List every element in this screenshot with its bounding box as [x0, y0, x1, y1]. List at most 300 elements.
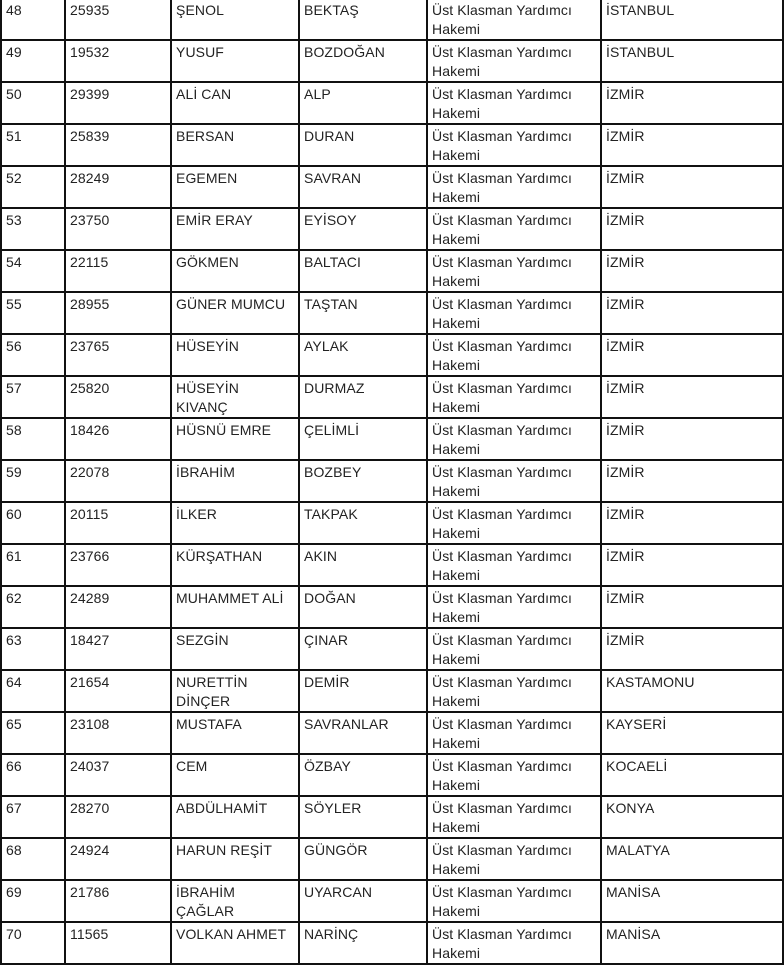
row-number-text: 70: [6, 926, 22, 942]
row-number-cell: [1, 754, 65, 796]
classification-cell: [427, 418, 601, 460]
city-cell: [601, 544, 783, 586]
table-row: [1, 0, 783, 40]
city-cell: [601, 82, 783, 124]
first-name-text: HÜSNÜ EMRE: [176, 422, 272, 438]
table-row: [1, 208, 783, 250]
city-text: KASTAMONU: [606, 674, 695, 690]
license-number-text: 28955: [70, 296, 110, 312]
table-row: [1, 922, 783, 964]
row-number-text: 51: [6, 128, 22, 144]
classification-cell: [427, 166, 601, 208]
license-number-text: 21786: [70, 884, 110, 900]
last-name-text: AYLAK: [304, 338, 349, 354]
classification-cell: [427, 292, 601, 334]
city-cell: [601, 922, 783, 964]
license-number-cell: [65, 544, 171, 586]
row-number-cell: [1, 544, 65, 586]
last-name-cell: [299, 208, 427, 250]
city-text: İSTANBUL: [606, 2, 675, 18]
city-text: İZMİR: [606, 86, 645, 102]
city-text: MALATYA: [606, 842, 670, 858]
row-number-cell: [1, 0, 65, 40]
city-cell: [601, 628, 783, 670]
table-row: [1, 880, 783, 922]
city-text: İZMİR: [606, 548, 645, 564]
last-name-cell: [299, 628, 427, 670]
last-name-cell: [299, 502, 427, 544]
first-name-cell: [171, 880, 299, 922]
license-number-text: 28270: [70, 800, 110, 816]
row-number-cell: [1, 208, 65, 250]
license-number-text: 25839: [70, 128, 110, 144]
row-number-cell: [1, 250, 65, 292]
classification-text: Üst Klasman Yardımcı Hakemi: [432, 212, 572, 247]
city-cell: [601, 166, 783, 208]
last-name-cell: [299, 754, 427, 796]
first-name-cell: [171, 460, 299, 502]
last-name-cell: [299, 334, 427, 376]
classification-text: Üst Klasman Yardımcı Hakemi: [432, 674, 572, 709]
last-name-cell: [299, 838, 427, 880]
table-row: [1, 712, 783, 754]
row-number-text: 55: [6, 296, 22, 312]
first-name-cell: [171, 334, 299, 376]
license-number-cell: [65, 250, 171, 292]
first-name-cell: [171, 208, 299, 250]
license-number-cell: [65, 586, 171, 628]
first-name-text: EGEMEN: [176, 170, 238, 186]
row-number-text: 67: [6, 800, 22, 816]
classification-text: Üst Klasman Yardımcı Hakemi: [432, 590, 572, 625]
row-number-text: 62: [6, 590, 22, 606]
classification-cell: [427, 544, 601, 586]
license-number-text: 24924: [70, 842, 110, 858]
last-name-text: ÇELİMLİ: [304, 422, 360, 438]
table-row: [1, 502, 783, 544]
city-text: İZMİR: [606, 254, 645, 270]
license-number-text: 28249: [70, 170, 110, 186]
license-number-cell: [65, 124, 171, 166]
classification-text: Üst Klasman Yardımcı Hakemi: [432, 800, 572, 835]
row-number-cell: [1, 124, 65, 166]
first-name-text: HÜSEYİN: [176, 338, 239, 354]
last-name-cell: [299, 544, 427, 586]
row-number-text: 66: [6, 758, 22, 774]
license-number-cell: [65, 838, 171, 880]
first-name-text: EMİR ERAY: [176, 212, 253, 228]
classification-cell: [427, 838, 601, 880]
city-text: KOCAELİ: [606, 758, 668, 774]
city-cell: [601, 502, 783, 544]
first-name-text: ALİ CAN: [176, 86, 232, 102]
city-cell: [601, 0, 783, 40]
city-text: İZMİR: [606, 170, 645, 186]
classification-text: Üst Klasman Yardımcı Hakemi: [432, 506, 572, 541]
last-name-cell: [299, 40, 427, 82]
classification-text: Üst Klasman Yardımcı Hakemi: [432, 86, 572, 121]
last-name-text: SÖYLER: [304, 800, 362, 816]
license-number-cell: [65, 670, 171, 712]
last-name-text: ÖZBAY: [304, 758, 351, 774]
city-cell: [601, 586, 783, 628]
city-cell: [601, 292, 783, 334]
classification-text: Üst Klasman Yardımcı Hakemi: [432, 758, 572, 793]
classification-text: Üst Klasman Yardımcı Hakemi: [432, 464, 572, 499]
last-name-text: BALTACI: [304, 254, 361, 270]
first-name-text: GÜNER MUMCU: [176, 296, 286, 312]
classification-cell: [427, 754, 601, 796]
license-number-cell: [65, 208, 171, 250]
license-number-text: 23750: [70, 212, 110, 228]
classification-text: Üst Klasman Yardımcı Hakemi: [432, 842, 572, 877]
row-number-text: 56: [6, 338, 22, 354]
row-number-cell: [1, 922, 65, 964]
last-name-cell: [299, 166, 427, 208]
row-number-text: 68: [6, 842, 22, 858]
classification-text: Üst Klasman Yardımcı Hakemi: [432, 422, 572, 457]
classification-text: Üst Klasman Yardımcı Hakemi: [432, 296, 572, 331]
last-name-text: NARİNÇ: [304, 926, 359, 942]
first-name-text: HARUN REŞİT: [176, 842, 272, 858]
classification-cell: [427, 124, 601, 166]
last-name-cell: [299, 82, 427, 124]
last-name-text: BOZDOĞAN: [304, 44, 385, 60]
classification-text: Üst Klasman Yardımcı Hakemi: [432, 632, 572, 667]
city-text: İZMİR: [606, 464, 645, 480]
classification-cell: [427, 208, 601, 250]
classification-cell: [427, 250, 601, 292]
city-cell: [601, 712, 783, 754]
license-number-text: 19532: [70, 44, 110, 60]
row-number-cell: [1, 670, 65, 712]
row-number-text: 58: [6, 422, 22, 438]
classification-cell: [427, 796, 601, 838]
first-name-text: NURETTİN DİNÇER: [176, 674, 248, 709]
last-name-text: EYİSOY: [304, 212, 357, 228]
city-cell: [601, 376, 783, 418]
row-number-cell: [1, 628, 65, 670]
classification-text: Üst Klasman Yardımcı Hakemi: [432, 2, 572, 37]
city-cell: [601, 796, 783, 838]
city-cell: [601, 670, 783, 712]
first-name-text: KÜRŞATHAN: [176, 548, 263, 564]
license-number-cell: [65, 418, 171, 460]
license-number-cell: [65, 40, 171, 82]
classification-text: Üst Klasman Yardımcı Hakemi: [432, 338, 572, 373]
first-name-cell: [171, 250, 299, 292]
first-name-text: İBRAHİM ÇAĞLAR: [176, 884, 236, 919]
last-name-cell: [299, 376, 427, 418]
first-name-cell: [171, 124, 299, 166]
last-name-cell: [299, 796, 427, 838]
last-name-text: DOĞAN: [304, 590, 356, 606]
row-number-cell: [1, 796, 65, 838]
last-name-text: TAŞTAN: [304, 296, 358, 312]
license-number-cell: [65, 0, 171, 40]
first-name-text: İLKER: [176, 506, 217, 522]
last-name-text: UYARCAN: [304, 884, 373, 900]
license-number-text: 22078: [70, 464, 110, 480]
last-name-cell: [299, 922, 427, 964]
row-number-cell: [1, 334, 65, 376]
table-row: [1, 40, 783, 82]
row-number-cell: [1, 838, 65, 880]
license-number-text: 20115: [70, 506, 109, 522]
row-number-text: 57: [6, 380, 22, 396]
last-name-text: BOZBEY: [304, 464, 362, 480]
first-name-cell: [171, 628, 299, 670]
first-name-cell: [171, 712, 299, 754]
first-name-cell: [171, 796, 299, 838]
last-name-text: DEMİR: [304, 674, 350, 690]
classification-cell: [427, 712, 601, 754]
first-name-cell: [171, 544, 299, 586]
last-name-text: ÇINAR: [304, 632, 349, 648]
license-number-cell: [65, 376, 171, 418]
classification-text: Üst Klasman Yardımcı Hakemi: [432, 926, 572, 961]
classification-text: Üst Klasman Yardımcı Hakemi: [432, 170, 572, 205]
license-number-cell: [65, 82, 171, 124]
city-cell: [601, 838, 783, 880]
first-name-cell: [171, 922, 299, 964]
license-number-text: 18427: [70, 632, 110, 648]
row-number-text: 52: [6, 170, 22, 186]
last-name-text: SAVRANLAR: [304, 716, 389, 732]
license-number-text: 23765: [70, 338, 110, 354]
license-number-cell: [65, 502, 171, 544]
first-name-text: HÜSEYİN KIVANÇ: [176, 380, 239, 415]
classification-cell: [427, 880, 601, 922]
row-number-text: 63: [6, 632, 22, 648]
license-number-cell: [65, 334, 171, 376]
last-name-cell: [299, 250, 427, 292]
row-number-text: 64: [6, 674, 22, 690]
table-row: [1, 334, 783, 376]
row-number-text: 69: [6, 884, 22, 900]
row-number-text: 50: [6, 86, 22, 102]
table-row: [1, 670, 783, 712]
first-name-cell: [171, 586, 299, 628]
license-number-cell: [65, 922, 171, 964]
table-row: [1, 460, 783, 502]
city-text: İSTANBUL: [606, 44, 675, 60]
classification-text: Üst Klasman Yardımcı Hakemi: [432, 548, 572, 583]
first-name-text: GÖKMEN: [176, 254, 239, 270]
classification-cell: [427, 628, 601, 670]
first-name-text: İBRAHİM: [176, 464, 236, 480]
license-number-cell: [65, 460, 171, 502]
classification-cell: [427, 376, 601, 418]
row-number-cell: [1, 40, 65, 82]
first-name-cell: [171, 166, 299, 208]
row-number-cell: [1, 586, 65, 628]
license-number-cell: [65, 754, 171, 796]
city-text: İZMİR: [606, 632, 645, 648]
license-number-cell: [65, 292, 171, 334]
table-row: [1, 250, 783, 292]
row-number-cell: [1, 166, 65, 208]
classification-cell: [427, 334, 601, 376]
row-number-text: 53: [6, 212, 22, 228]
table-row: [1, 586, 783, 628]
city-cell: [601, 754, 783, 796]
city-cell: [601, 208, 783, 250]
row-number-cell: [1, 880, 65, 922]
table-row: [1, 166, 783, 208]
last-name-cell: [299, 670, 427, 712]
license-number-text: 25820: [70, 380, 110, 396]
first-name-cell: [171, 838, 299, 880]
license-number-text: 22115: [70, 254, 109, 270]
classification-text: Üst Klasman Yardımcı Hakemi: [432, 254, 572, 289]
first-name-text: SEZGİN: [176, 632, 229, 648]
last-name-cell: [299, 712, 427, 754]
table-row: [1, 754, 783, 796]
first-name-text: BERSAN: [176, 128, 235, 144]
city-cell: [601, 880, 783, 922]
row-number-text: 60: [6, 506, 22, 522]
classification-text: Üst Klasman Yardımcı Hakemi: [432, 380, 572, 415]
classification-text: Üst Klasman Yardımcı Hakemi: [432, 716, 572, 751]
last-name-cell: [299, 124, 427, 166]
license-number-text: 21654: [70, 674, 110, 690]
license-number-cell: [65, 880, 171, 922]
license-number-text: 29399: [70, 86, 110, 102]
referee-table-body: [1, 0, 783, 964]
table-row: [1, 292, 783, 334]
first-name-cell: [171, 0, 299, 40]
city-cell: [601, 124, 783, 166]
row-number-cell: [1, 502, 65, 544]
row-number-cell: [1, 712, 65, 754]
last-name-text: DURAN: [304, 128, 355, 144]
table-row: [1, 418, 783, 460]
city-cell: [601, 460, 783, 502]
last-name-text: DURMAZ: [304, 380, 365, 396]
city-text: MANİSA: [606, 884, 661, 900]
license-number-text: 24289: [70, 590, 110, 606]
city-text: İZMİR: [606, 338, 645, 354]
license-number-cell: [65, 166, 171, 208]
row-number-cell: [1, 376, 65, 418]
license-number-text: 25935: [70, 2, 110, 18]
first-name-cell: [171, 502, 299, 544]
first-name-text: ABDÜLHAMİT: [176, 800, 268, 816]
first-name-cell: [171, 418, 299, 460]
city-cell: [601, 418, 783, 460]
city-text: İZMİR: [606, 296, 645, 312]
city-text: İZMİR: [606, 212, 645, 228]
first-name-text: CEM: [176, 758, 208, 774]
table-row: [1, 838, 783, 880]
classification-text: Üst Klasman Yardımcı Hakemi: [432, 884, 572, 919]
table-row: [1, 544, 783, 586]
first-name-text: MUSTAFA: [176, 716, 242, 732]
classification-text: Üst Klasman Yardımcı Hakemi: [432, 128, 572, 163]
city-text: KAYSERİ: [606, 716, 667, 732]
row-number-cell: [1, 82, 65, 124]
classification-cell: [427, 40, 601, 82]
license-number-text: 24037: [70, 758, 110, 774]
last-name-cell: [299, 0, 427, 40]
city-text: MANİSA: [606, 926, 661, 942]
last-name-text: BEKTAŞ: [304, 2, 359, 18]
classification-cell: [427, 670, 601, 712]
row-number-cell: [1, 418, 65, 460]
row-number-cell: [1, 292, 65, 334]
classification-cell: [427, 82, 601, 124]
first-name-cell: [171, 376, 299, 418]
license-number-text: 11565: [70, 926, 109, 942]
first-name-cell: [171, 754, 299, 796]
city-text: İZMİR: [606, 506, 645, 522]
license-number-cell: [65, 628, 171, 670]
table-row: [1, 796, 783, 838]
table-row: [1, 124, 783, 166]
last-name-text: TAKPAK: [304, 506, 358, 522]
city-text: İZMİR: [606, 380, 645, 396]
license-number-cell: [65, 796, 171, 838]
last-name-cell: [299, 418, 427, 460]
last-name-text: GÜNGÖR: [304, 842, 368, 858]
row-number-cell: [1, 460, 65, 502]
first-name-text: VOLKAN AHMET: [176, 926, 287, 942]
last-name-cell: [299, 460, 427, 502]
city-cell: [601, 250, 783, 292]
row-number-text: 54: [6, 254, 22, 270]
first-name-text: ŞENOL: [176, 2, 224, 18]
row-number-text: 61: [6, 548, 22, 564]
table-row: [1, 628, 783, 670]
license-number-cell: [65, 712, 171, 754]
license-number-text: 23108: [70, 716, 110, 732]
first-name-text: YUSUF: [176, 44, 224, 60]
classification-cell: [427, 502, 601, 544]
last-name-cell: [299, 292, 427, 334]
last-name-text: ALP: [304, 86, 331, 102]
city-text: İZMİR: [606, 422, 645, 438]
city-text: İZMİR: [606, 128, 645, 144]
first-name-cell: [171, 670, 299, 712]
classification-cell: [427, 460, 601, 502]
classification-text: Üst Klasman Yardımcı Hakemi: [432, 44, 572, 79]
classification-cell: [427, 0, 601, 40]
first-name-cell: [171, 292, 299, 334]
classification-cell: [427, 586, 601, 628]
first-name-cell: [171, 40, 299, 82]
license-number-text: 23766: [70, 548, 110, 564]
license-number-text: 18426: [70, 422, 110, 438]
city-cell: [601, 40, 783, 82]
city-text: İZMİR: [606, 590, 645, 606]
city-text: KONYA: [606, 800, 655, 816]
row-number-text: 65: [6, 716, 22, 732]
last-name-cell: [299, 586, 427, 628]
classification-cell: [427, 922, 601, 964]
row-number-text: 49: [6, 44, 22, 60]
row-number-text: 48: [6, 2, 22, 18]
table-row: [1, 82, 783, 124]
city-cell: [601, 334, 783, 376]
table-row: [1, 376, 783, 418]
last-name-text: SAVRAN: [304, 170, 362, 186]
row-number-text: 59: [6, 464, 22, 480]
first-name-text: MUHAMMET ALİ: [176, 590, 284, 606]
first-name-cell: [171, 82, 299, 124]
last-name-cell: [299, 880, 427, 922]
last-name-text: AKIN: [304, 548, 338, 564]
